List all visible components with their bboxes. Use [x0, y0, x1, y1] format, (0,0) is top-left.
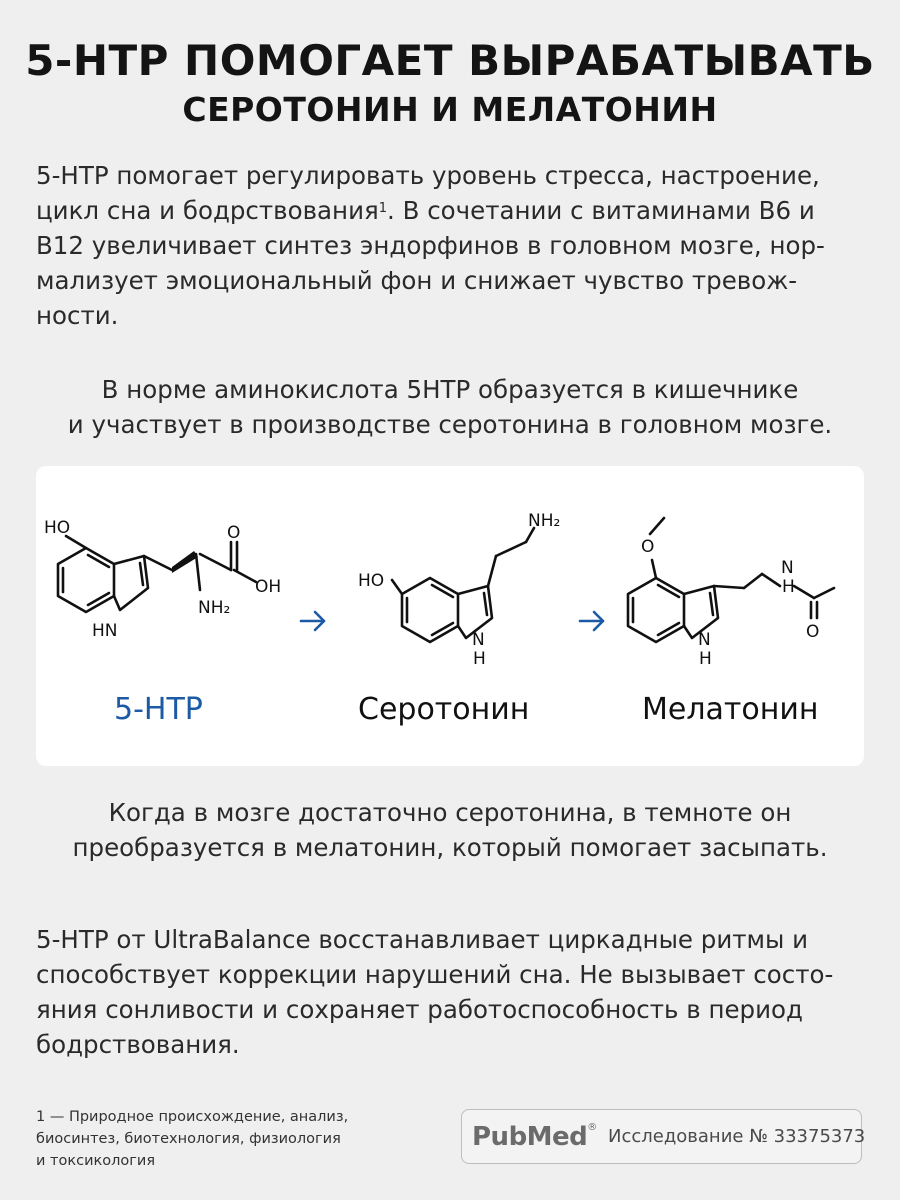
ultra-line: 5-HTP от UltraBalance восстанавливает циркадные ритмы и: [36, 925, 809, 954]
atom-n: N: [472, 630, 485, 650]
footnote-line: 1 — Природное происхождение, анализ,: [36, 1109, 349, 1125]
when-line: Когда в мозге достаточно серотонина, в темноте он: [108, 798, 792, 827]
intro-line: 5-HTP помогает регулировать уровень стресса, настроение,: [36, 161, 820, 190]
atom-n-amide: N: [781, 558, 794, 578]
page-title: 5-HTP ПОМОГАЕТ ВЫРАБАТЫВАТЬ: [25, 36, 875, 85]
atom-oh: OH: [255, 577, 282, 597]
intro-text: цикл сна и бодрствования: [36, 196, 379, 225]
arrow-right-icon: [298, 609, 328, 633]
intro-line: [36, 193, 866, 228]
footnote-line: и токсикология: [36, 1153, 156, 1169]
page-subtitle: СЕРОТОНИН И МЕЛАТОНИН: [182, 90, 718, 129]
ultra-line: способствует коррекции нарушений сна. Не вызывает состо-: [36, 960, 834, 989]
atom-nh2: NH₂: [528, 511, 561, 531]
atom-o-carbonyl: O: [806, 622, 820, 642]
atom-h: H: [473, 649, 486, 669]
study-reference: Исследование № 33375373: [608, 1126, 866, 1147]
ultra-line: бодрствования.: [36, 1030, 240, 1059]
melatonin-structure: [616, 506, 856, 676]
htp-label: 5-HTP: [114, 692, 203, 727]
norm-line: В норме аминокислота 5HTP образуется в кишечнике: [101, 375, 799, 404]
footnote-ref: 1: [378, 201, 388, 216]
htp-structure: [36, 506, 296, 676]
atom-o-methoxy: O: [641, 537, 655, 557]
atom-nh2: NH₂: [198, 598, 231, 618]
norm-line: и участвует в производстве серотонина в головном мозге.: [67, 410, 833, 439]
atom-h-amide: H: [782, 577, 795, 597]
atom-ho: HO: [44, 518, 71, 538]
footnote-line: биосинтез, биотехнология, физиология: [36, 1131, 341, 1147]
atom-o: O: [227, 523, 241, 543]
ultra-paragraph: [36, 922, 866, 1062]
serotonin-structure: [346, 506, 586, 676]
intro-line: ности.: [36, 301, 119, 330]
htp-structure-svg: [36, 506, 296, 676]
atom-h: H: [699, 649, 712, 669]
atom-ho: HO: [358, 571, 385, 591]
intro-line: В12 увеличивает синтез эндорфинов в головном мозге, нор-: [36, 231, 825, 260]
melatonin-label: Мелатонин: [642, 692, 819, 727]
when-paragraph: [0, 795, 900, 865]
when-line: преобразуется в мелатонин, который помогает засыпать.: [72, 833, 828, 862]
footnote: [36, 1106, 348, 1172]
melatonin-structure-svg: [616, 506, 856, 676]
pubmed-logo: [472, 1122, 597, 1152]
serotonin-structure-svg: [346, 506, 586, 676]
molecule-card: [36, 466, 864, 766]
norm-paragraph: [0, 372, 900, 442]
source-badge: [461, 1109, 866, 1164]
intro-text: . В сочетании с витаминами В6 и: [387, 196, 815, 225]
pubmed-logo-text: PubMed: [472, 1122, 588, 1152]
ultra-line: яния сонливости и сохраняет работоспособность в период: [36, 995, 803, 1024]
atom-hn: HN: [92, 621, 118, 641]
serotonin-label: Серотонин: [358, 692, 530, 727]
intro-line: мализует эмоциональный фон и снижает чувство тревож-: [36, 266, 798, 295]
atom-n: N: [698, 630, 711, 650]
registered-mark: ®: [587, 1122, 597, 1133]
arrow-right-icon: [577, 609, 607, 633]
intro-paragraph: [36, 158, 866, 333]
